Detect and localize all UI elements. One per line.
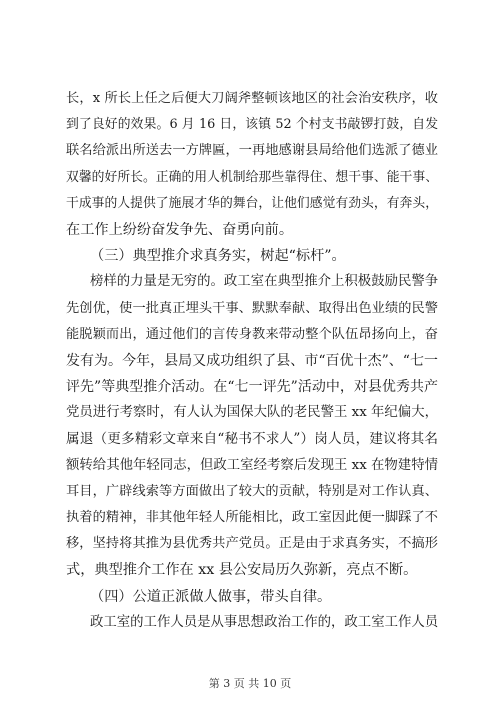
text-line: 属退（更多精彩文章来自“秘书不求人”）岗人员，建议将其名 (66, 431, 438, 448)
paragraph-first-line: 政工室的工作人员是从事思想政治工作的，政工室工作人员 (90, 614, 439, 630)
text-line: 执着的精神，非其他年轻人所能相比，政工室因此便一脚踩了不 (66, 510, 438, 525)
text-line: 到了良好的效果。6 月 16 日，该镇 52 个村支书敲锣打鼓，自发 (66, 117, 438, 133)
text-line: 双馨的好所长。正确的用人机制给那些靠得住、想干事、能干事、 (66, 169, 438, 185)
section-heading: （四）公道正派做人做事，带头自律。 (90, 588, 332, 605)
paragraph-first-line: 榜样的力量是无穷的。政工室在典型推介上积极鼓励民警争 (90, 274, 439, 290)
text-line: 移，坚持将其推为县优秀共产党员。正是由于求真务实，不搞形 (66, 536, 438, 552)
text-line: 先创优，使一批真正埋头干事、默默奉献、取得出色业绩的民警 (66, 300, 438, 316)
text-line: 联名给派出所送去一方牌匾，一再地感谢县局给他们选派了德业 (66, 143, 438, 159)
page-number-footer: 第 3 页 共 10 页 (208, 677, 292, 690)
text-line: 长，x 所长上任之后便大刀阔斧整顿该地区的社会治安秩序，收 (66, 91, 438, 106)
text-line: 干成事的人提供了施展才华的舞台，让他们感觉有劲头，有奔头， (66, 195, 438, 211)
text-line: 在工作上纷纷奋发争先、奋勇向前。 (66, 221, 294, 238)
text-line: 发有为。今年，县局又成功组织了县、市“百优十杰”、“七一 (66, 352, 438, 369)
section-heading: （三）典型推介求真务实，树起“标杆”。 (90, 248, 346, 265)
text-line: 能脱颖而出，通过他们的言传身教来带动整个队伍昂扬向上，奋 (66, 326, 438, 342)
text-line: 党员进行考察时，有人认为国保大队的老民警王 xx 年纪偏大， (66, 405, 438, 421)
text-line: 额转给其他年轻同志，但政工室经考察后发现王 xx 在物建特情 (66, 457, 438, 473)
text-line: 耳目，广辟线索等方面做出了较大的贡献，特别是对工作认真、 (66, 483, 438, 499)
text-line: 式，典型推介工作在 xx 县公安局历久弥新，亮点不断。 (66, 562, 418, 579)
body-text (66, 86, 438, 636)
text-line: 评先”等典型推介活动。在“七一评先”活动中，对县优秀共产 (66, 379, 438, 396)
